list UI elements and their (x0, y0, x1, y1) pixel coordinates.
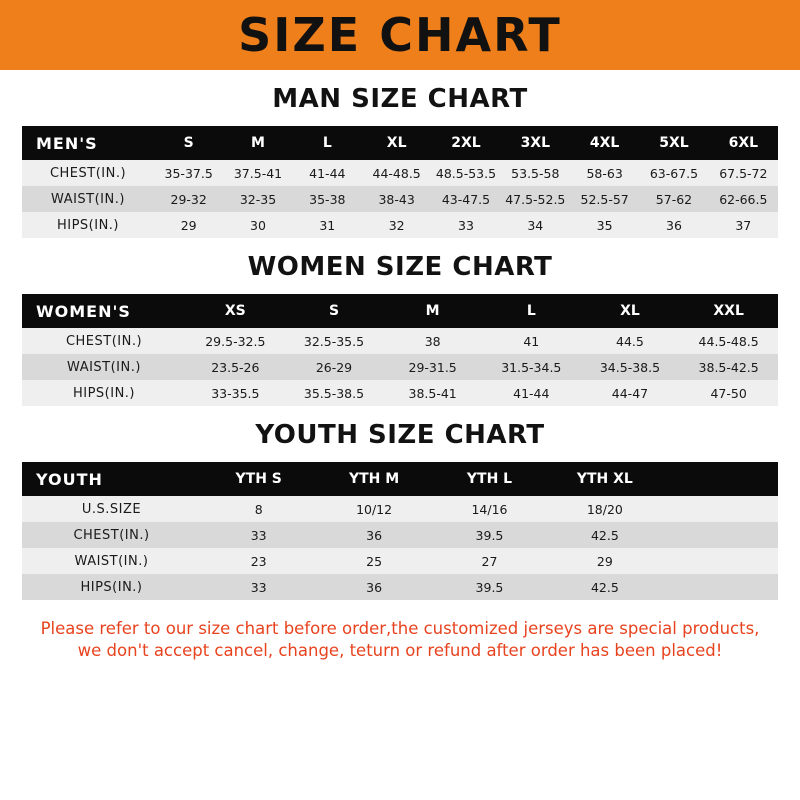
youth-size-table (22, 462, 778, 600)
table-row (22, 380, 778, 406)
men-header-cell-9: 6XL (709, 126, 778, 160)
women-row0-cell-4: 44.5 (581, 328, 680, 354)
women-table-head (22, 294, 778, 328)
men-section-title: MAN SIZE CHART (272, 84, 528, 114)
table-header-row (22, 294, 778, 328)
women-row2-cell-4: 44-47 (581, 380, 680, 406)
youth-row0-cell-1: 10/12 (316, 496, 431, 522)
women-row0-cell-5: 44.5-48.5 (679, 328, 778, 354)
women-row1-cell-4: 34.5-38.5 (581, 354, 680, 380)
table-header-row (22, 126, 778, 160)
youth-row0-cell-3: 18/20 (547, 496, 662, 522)
table-header-row (22, 462, 778, 496)
youth-row1-cell-1: 36 (316, 522, 431, 548)
men-row0-cell-8: 67.5-72 (709, 160, 778, 186)
table-row (22, 496, 778, 522)
women-row2-cell-3: 41-44 (482, 380, 581, 406)
youth-row2-cell-2: 27 (432, 548, 547, 574)
women-row0-label: CHEST(IN.) (22, 328, 186, 354)
order-notice-line-1: Please refer to our size chart before order,the customized jerseys are special products, (40, 619, 760, 638)
order-notice (22, 618, 778, 663)
youth-header-cell-4: YTH XL (547, 462, 662, 496)
header-band (0, 0, 800, 70)
youth-row1-cell-3: 42.5 (547, 522, 662, 548)
men-row2-cell-0: 29 (154, 212, 223, 238)
youth-row2-cell-1: 25 (316, 548, 431, 574)
table-row (22, 522, 778, 548)
table-row (22, 354, 778, 380)
women-header-cell-3: M (383, 294, 482, 328)
men-row2-cell-1: 30 (223, 212, 292, 238)
youth-row0-cell-0: 8 (201, 496, 316, 522)
men-row2-cell-7: 36 (639, 212, 708, 238)
table-row (22, 186, 778, 212)
content-area (0, 84, 800, 663)
men-table-head (22, 126, 778, 160)
women-row1-label: WAIST(IN.) (22, 354, 186, 380)
women-size-table (22, 294, 778, 406)
women-row1-cell-1: 26-29 (285, 354, 384, 380)
youth-row0-label: U.S.SIZE (22, 496, 201, 522)
youth-row0-cell-4 (663, 496, 778, 522)
men-row0-cell-3: 44-48.5 (362, 160, 431, 186)
youth-row3-cell-3: 42.5 (547, 574, 662, 600)
women-row0-cell-2: 38 (383, 328, 482, 354)
youth-row2-cell-4 (663, 548, 778, 574)
youth-row3-cell-2: 39.5 (432, 574, 547, 600)
youth-header-cell-0: YOUTH (22, 462, 201, 496)
women-header-cell-5: XL (581, 294, 680, 328)
women-table-body (22, 328, 778, 406)
table-row (22, 574, 778, 600)
women-header-cell-6: XXL (679, 294, 778, 328)
youth-table-body (22, 496, 778, 600)
men-row0-cell-7: 63-67.5 (639, 160, 708, 186)
men-header-cell-1: S (154, 126, 223, 160)
table-row (22, 548, 778, 574)
youth-row1-cell-2: 39.5 (432, 522, 547, 548)
men-row2-label: HIPS(IN.) (22, 212, 154, 238)
women-row2-label: HIPS(IN.) (22, 380, 186, 406)
women-row1-cell-2: 29-31.5 (383, 354, 482, 380)
order-notice-line-2: we don't accept cancel, change, teturn or refund after order has been placed! (77, 641, 723, 661)
men-row2-cell-5: 34 (501, 212, 570, 238)
youth-row2-cell-0: 23 (201, 548, 316, 574)
women-header-cell-2: S (285, 294, 384, 328)
women-row2-cell-1: 35.5-38.5 (285, 380, 384, 406)
women-section-title: WOMEN SIZE CHART (247, 252, 553, 282)
women-header-cell-0: WOMEN'S (22, 294, 186, 328)
men-row1-cell-7: 57-62 (639, 186, 708, 212)
men-row1-cell-2: 35-38 (293, 186, 362, 212)
youth-row1-label: CHEST(IN.) (22, 522, 201, 548)
women-row2-cell-2: 38.5-41 (383, 380, 482, 406)
youth-row3-cell-0: 33 (201, 574, 316, 600)
men-row0-label: CHEST(IN.) (22, 160, 154, 186)
women-size-section (22, 252, 778, 406)
men-row0-cell-0: 35-37.5 (154, 160, 223, 186)
men-header-cell-5: 2XL (431, 126, 500, 160)
youth-row0-cell-2: 14/16 (432, 496, 547, 522)
women-header-cell-1: XS (186, 294, 285, 328)
women-header-cell-4: L (482, 294, 581, 328)
women-row1-cell-3: 31.5-34.5 (482, 354, 581, 380)
youth-header-cell-3: YTH L (432, 462, 547, 496)
men-row0-cell-5: 53.5-58 (501, 160, 570, 186)
men-table-body (22, 160, 778, 238)
youth-row3-label: HIPS(IN.) (22, 574, 201, 600)
youth-table-head (22, 462, 778, 496)
youth-row1-cell-0: 33 (201, 522, 316, 548)
men-size-section (22, 84, 778, 238)
men-row0-cell-2: 41-44 (293, 160, 362, 186)
women-row2-cell-0: 33-35.5 (186, 380, 285, 406)
men-row0-cell-4: 48.5-53.5 (431, 160, 500, 186)
men-row0-cell-6: 58-63 (570, 160, 639, 186)
youth-row1-cell-4 (663, 522, 778, 548)
men-row2-cell-3: 32 (362, 212, 431, 238)
women-row0-cell-3: 41 (482, 328, 581, 354)
youth-size-section (22, 420, 778, 600)
men-header-cell-6: 3XL (501, 126, 570, 160)
women-row2-cell-5: 47-50 (679, 380, 778, 406)
men-header-cell-3: L (293, 126, 362, 160)
men-row1-cell-1: 32-35 (223, 186, 292, 212)
men-header-cell-2: M (223, 126, 292, 160)
women-row1-cell-0: 23.5-26 (186, 354, 285, 380)
table-row (22, 160, 778, 186)
table-row (22, 328, 778, 354)
youth-row3-cell-1: 36 (316, 574, 431, 600)
men-row0-cell-1: 37.5-41 (223, 160, 292, 186)
women-row0-cell-1: 32.5-35.5 (285, 328, 384, 354)
youth-row2-label: WAIST(IN.) (22, 548, 201, 574)
men-row2-cell-2: 31 (293, 212, 362, 238)
men-row1-cell-4: 43-47.5 (431, 186, 500, 212)
youth-header-cell-1: YTH S (201, 462, 316, 496)
men-row1-cell-3: 38-43 (362, 186, 431, 212)
youth-header-cell-2: YTH M (316, 462, 431, 496)
men-header-cell-4: XL (362, 126, 431, 160)
men-header-cell-8: 5XL (639, 126, 708, 160)
women-row0-cell-0: 29.5-32.5 (186, 328, 285, 354)
men-row1-label: WAIST(IN.) (22, 186, 154, 212)
women-row1-cell-5: 38.5-42.5 (679, 354, 778, 380)
men-row2-cell-4: 33 (431, 212, 500, 238)
men-size-table (22, 126, 778, 238)
men-row1-cell-8: 62-66.5 (709, 186, 778, 212)
men-row1-cell-0: 29-32 (154, 186, 223, 212)
youth-row2-cell-3: 29 (547, 548, 662, 574)
men-header-cell-7: 4XL (570, 126, 639, 160)
men-row1-cell-6: 52.5-57 (570, 186, 639, 212)
youth-header-cell-5 (663, 462, 778, 496)
men-row1-cell-5: 47.5-52.5 (501, 186, 570, 212)
table-row (22, 212, 778, 238)
youth-section-title: YOUTH SIZE CHART (255, 420, 545, 450)
men-row2-cell-8: 37 (709, 212, 778, 238)
men-row2-cell-6: 35 (570, 212, 639, 238)
men-header-cell-0: MEN'S (22, 126, 154, 160)
page-title: SIZE CHART (238, 8, 562, 62)
youth-row3-cell-4 (663, 574, 778, 600)
